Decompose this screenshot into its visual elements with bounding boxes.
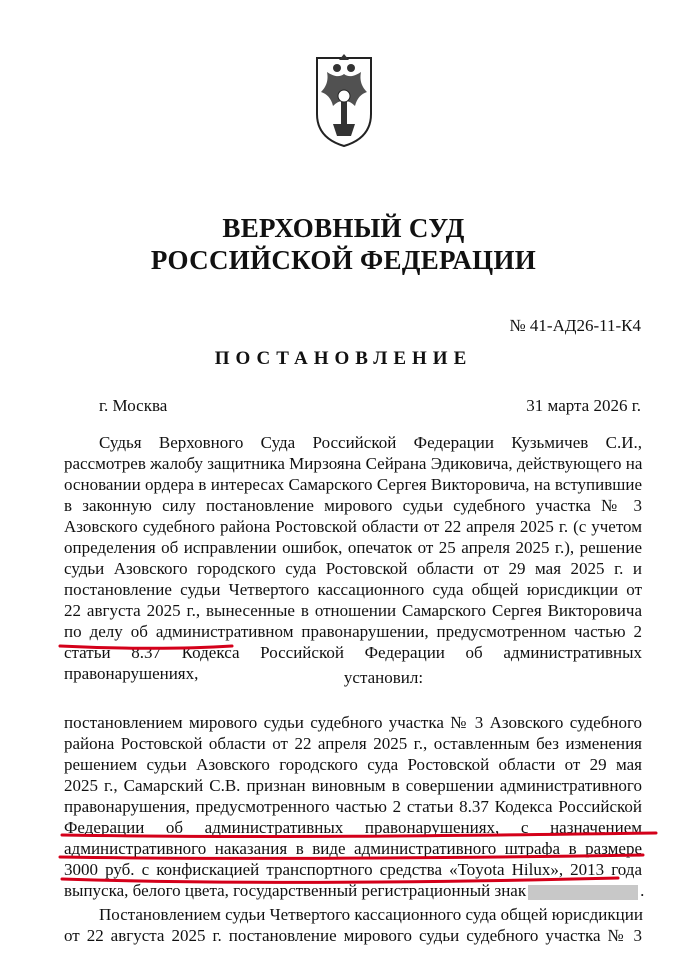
para1-line: 22 августа 2025 г., вынесенные в отношении Самарского Сергея Викторовича <box>64 601 642 620</box>
place-of-issue: г. Москва <box>99 396 168 415</box>
para3-line: от 22 августа 2025 г. постановление мирового судьи судебного участка № 3 <box>64 926 642 945</box>
para2-line: района Ростовской области от 22 апреля 2025 г., оставленным без изменения <box>64 734 642 753</box>
redacted-plate-number <box>528 885 638 900</box>
para1-line: Судья Верховного Суда Российской Федерации Кузьмичев С.И., <box>99 433 642 452</box>
coat-of-arms-emblem-icon <box>311 52 377 148</box>
para2-line-text: выпуска, белого цвета, государственный регистрационный знак <box>64 881 527 900</box>
para1-line: постановление судьи Четвертого кассационного суда общей юрисдикции от <box>64 580 642 599</box>
para2-line: Федерации об административных правонарушениях, с назначением <box>64 818 642 837</box>
case-number: № 41-АД26-11-К4 <box>509 316 641 335</box>
para2-line: 2025 г., Самарский С.В. признан виновным в совершении административного <box>64 776 642 795</box>
para3-line: Постановлением судьи Четвертого кассационного суда общей юрисдикции <box>99 905 643 924</box>
para2-line-last <box>64 880 645 901</box>
para1-line: рассмотрев жалобу защитника Мирзояна Сейрана Эдиковича, действующего на <box>64 454 643 473</box>
para1-line: в законную силу постановление мирового судьи судебного участка № 3 <box>64 496 642 515</box>
para1-line: правонарушениях, <box>64 664 199 683</box>
para2-line: постановлением мирового судьи судебного участка № 3 Азовского судебного <box>64 713 642 732</box>
established-heading: установил: <box>343 668 424 687</box>
court-name-line1: ВЕРХОВНЫЙ СУД <box>222 213 465 243</box>
para1-line: определения об исправлении ошибок, опечаток от 25 апреля 2025 г.), решение <box>64 538 642 557</box>
court-name-line2: РОССИЙСКОЙ ФЕДЕРАЦИИ <box>150 245 537 275</box>
document-date: 31 марта 2026 г. <box>526 396 641 415</box>
para2-line: правонарушения, предусмотренного частью 2 статьи 8.37 Кодекса Российской <box>64 797 642 816</box>
para1-line: статьи 8.37 Кодекса Российской Федерации об административных <box>64 643 642 662</box>
para2-line: 3000 руб. с конфискацией транспортного средства «Toyota Hilux», 2013 года <box>64 860 642 879</box>
document-title: ПОСТАНОВЛЕНИЕ <box>214 348 473 369</box>
para1-line: по делу об административном правонарушении, предусмотренном частью 2 <box>64 622 642 641</box>
para1-line: основании ордера в интересах Самарского Сергея Викторовича, на вступившие <box>64 475 642 494</box>
para2-line: административного наказания в виде административного штрафа в размере <box>64 839 642 858</box>
para2-line: решением судьи Азовского городского суда Ростовской области от 29 мая <box>64 755 642 774</box>
para1-line: судьи Азовского городского суда Ростовской области от 29 мая 2025 г. и <box>64 559 642 578</box>
para2-tail: . <box>640 881 645 900</box>
para1-line: Азовского судебного района Ростовской области от 22 апреля 2025 г. (с учетом <box>64 517 642 536</box>
